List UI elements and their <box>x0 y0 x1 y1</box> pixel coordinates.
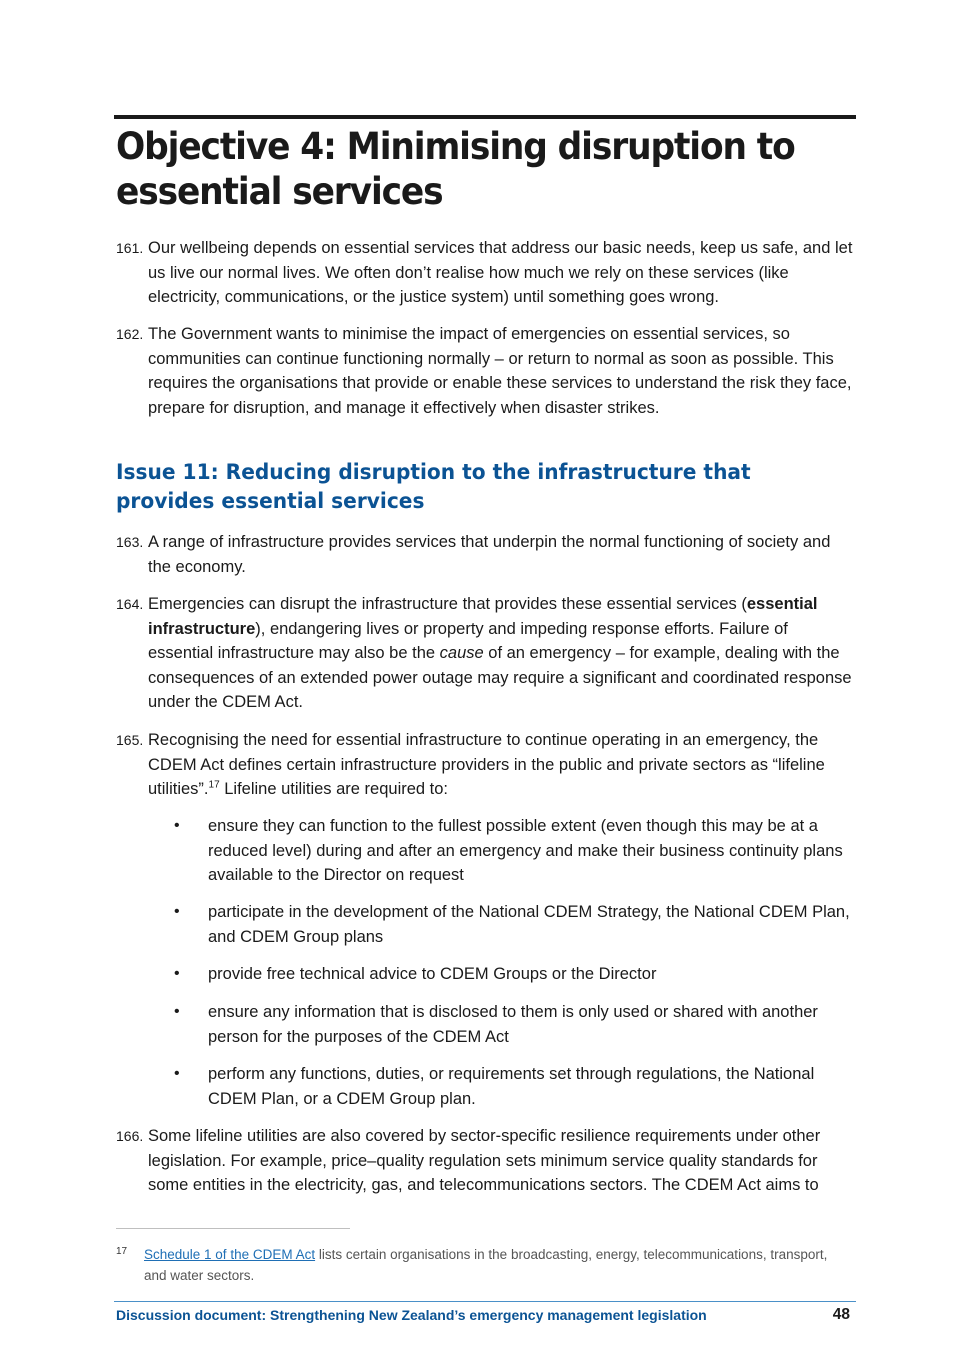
bold-term: essential infrastructure <box>148 595 818 638</box>
footer-title: Discussion document: Strengthening New Zealand’s emergency management legislation <box>116 1307 707 1323</box>
paragraph-number: 164. <box>116 596 144 612</box>
paragraph-number: 161. <box>116 240 144 256</box>
text-run: Lifeline utilities are required to: <box>219 780 449 798</box>
paragraph-text <box>148 592 856 715</box>
text-run: lists certain organisations in the broadcasting, energy, telecommunications, transport, and water sectors. <box>144 1247 828 1283</box>
schedule-link[interactable]: Schedule 1 of the CDEM Act <box>144 1247 316 1262</box>
list-item <box>116 814 856 888</box>
paragraph-163 <box>116 530 856 579</box>
bullet-icon: • <box>174 903 180 920</box>
footnote-17 <box>116 1244 836 1286</box>
paragraph-165 <box>116 728 856 802</box>
text-run: Emergencies can disrupt the infrastructure that provides these essential services ( <box>148 595 747 613</box>
bullet-icon: • <box>174 965 180 982</box>
footnote-divider <box>116 1228 350 1229</box>
issue-heading: Issue 11: Reducing disruption to the infrastructure that provides essential services <box>116 460 751 513</box>
footer-divider <box>114 1301 856 1302</box>
list-item <box>116 900 856 949</box>
list-item-text: provide free technical advice to CDEM Groups or the Director <box>208 965 657 983</box>
page-title: Objective 4: Minimising disruption to essential services <box>116 125 795 213</box>
list-item-text: perform any functions, duties, or requirements set through regulations, the National CDEM Plan, or a CDEM Group plan. <box>208 1065 815 1108</box>
paragraph-text: The Government wants to minimise the impact of emergencies on essential services, so communities can continue functioning normally – or return to normal as soon as possible. This requires the organisations that provide or enable these services to understand the risk they face, prepare for disruption, and manage it effectively when disaster strikes. <box>148 325 852 417</box>
list-item-text: ensure any information that is disclosed to them is only used or shared with another person for the purposes of the CDEM Act <box>208 1003 818 1046</box>
paragraph-text <box>148 728 856 802</box>
footnote-ref[interactable]: 17 <box>208 779 220 791</box>
text-run: Recognising the need for essential infrastructure to continue operating in an emergency, the CDEM Act defines certain infrastructure providers in the public and private sectors as “lifeline utilities”. <box>148 731 825 798</box>
footnote-number: 17 <box>116 1246 128 1257</box>
bullet-icon: • <box>174 817 180 834</box>
text-run: of an emergency – for example, dealing with the consequences of an extended power outage may require a significant and coordinated response under the CDEM Act. <box>148 644 852 711</box>
paragraph-161 <box>116 236 856 310</box>
list-item <box>116 962 856 987</box>
paragraph-166 <box>116 1124 856 1198</box>
page-number: 48 <box>832 1306 850 1323</box>
paragraph-text: Our wellbeing depends on essential services that address our basic needs, keep us safe, and let us live our normal lives. We often don’t realise how much we rely on these services (like electricity, communications, or the justice system) until something goes wrong. <box>148 239 853 306</box>
paragraph-164 <box>116 592 856 715</box>
paragraph-number: 163. <box>116 534 144 550</box>
paragraph-number: 166. <box>116 1128 144 1144</box>
paragraph-number: 165. <box>116 732 144 748</box>
paragraph-162 <box>116 322 856 420</box>
list-item-text: participate in the development of the National CDEM Strategy, the National CDEM Plan, and CDEM Group plans <box>208 903 850 946</box>
list-item <box>116 1062 856 1111</box>
list-item-text: ensure they can function to the fullest possible extent (even though this may be at a reduced level) during and after an emergency and make their business continuity plans available to the Director on request <box>208 817 843 884</box>
italic-term: cause <box>439 644 484 662</box>
list-item <box>116 1000 856 1049</box>
footnote-text <box>144 1244 836 1286</box>
bullet-icon: • <box>174 1003 180 1020</box>
paragraph-text: A range of infrastructure provides services that underpin the normal functioning of society and the economy. <box>148 533 831 576</box>
bullet-icon: • <box>174 1065 180 1082</box>
top-rule <box>114 115 856 119</box>
paragraph-text: Some lifeline utilities are also covered by sector-specific resilience requirements under other legislation. For example, price–quality regulation sets minimum service quality standards for some entities in the electricity, gas, and telecommunications sectors. The CDEM Act aims to <box>148 1127 821 1194</box>
paragraph-number: 162. <box>116 326 144 342</box>
text-run: ), endangering lives or property and impeding response efforts. Failure of essential infrastructure may also be the <box>148 619 788 662</box>
